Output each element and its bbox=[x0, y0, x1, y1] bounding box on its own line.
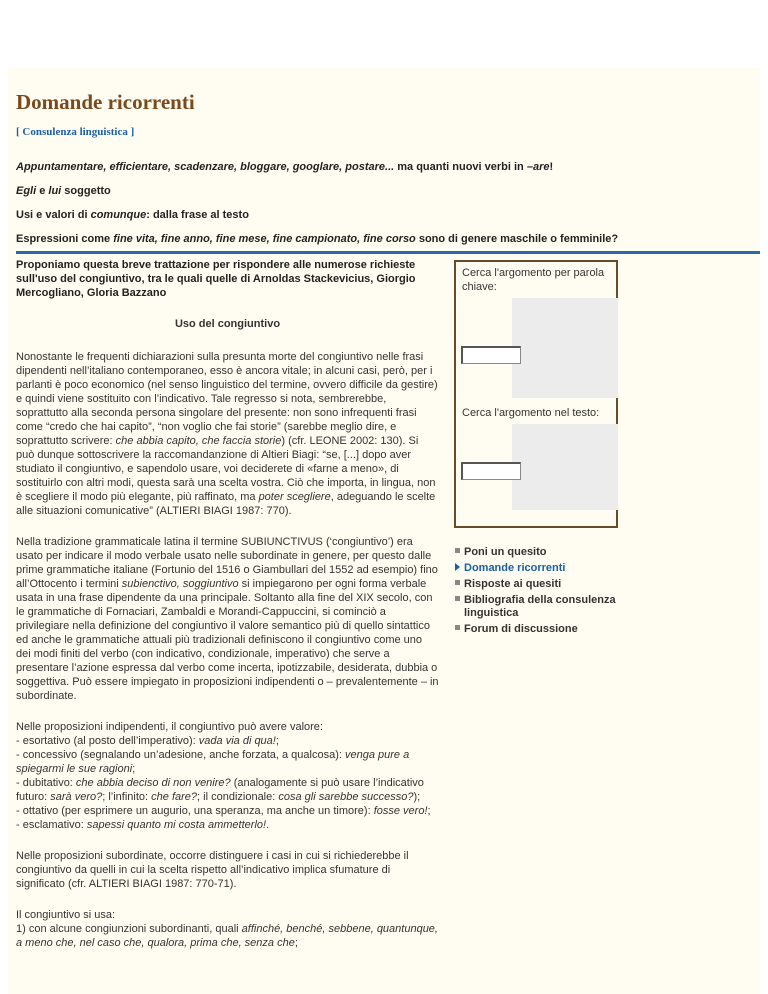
nav-link-risposte[interactable]: Risposte ai quesiti bbox=[455, 578, 655, 591]
breadcrumb-close: ] bbox=[127, 126, 135, 138]
article-paragraph: Il congiuntivo si usa: 1) con alcune congiunzioni subordinanti, quali affinché, benché, sebbene, quantunque, a meno che, nel caso che, qualora, prima che, senza che; bbox=[16, 909, 438, 949]
search-text-input[interactable] bbox=[461, 462, 521, 480]
related-questions-list bbox=[16, 160, 746, 256]
article-intro: Proponiamo questa breve trattazione per rispondere alle numerose richieste sull'uso del congiuntivo, tra le quali quelle di Arnoldas Stackevicius, Giorgio Mercogliano, Gloria Bazzano bbox=[16, 259, 416, 299]
section-nav bbox=[455, 546, 655, 639]
page-background bbox=[8, 68, 760, 994]
question-link[interactable]: Usi e valori di comunque: dalla frase al testo bbox=[16, 209, 249, 221]
nav-link-domande-ricorrenti[interactable]: Domande ricorrenti bbox=[455, 562, 655, 575]
arrow-right-icon bbox=[455, 563, 460, 571]
nav-link-poni-quesito[interactable]: Poni un quesito bbox=[455, 546, 655, 559]
article-paragraph: Nella tradizione grammaticale latina il termine SUBIUNCTIVUS (‘congiuntivo’) era usato per indicare il modo verbale usato nelle subordinate in genere, per questo dalle prime grammatiche italiane (Fortunio del 1516 o Giambullari del 1552 ad esempio) fino all’Ottocento i termini subienctivo, soggiuntivo si impiegarono per ogni forma verbale usata in una frase dipendente da una principale. Soltanto alla fine del XIX secolo, con le grammatiche di Fornaciari, Zambaldi e Morandi-Cappuccini, si cominciò a privilegiare nella definizione del congiuntivo il valore semantico più di quello sintattico ed anche le grammatiche attuali più tradizionali definiscono il congiuntivo come uno dei modi finiti del verbo (con indicativo, condizionale, imperativo) che serve a presentare l’azione espressa dal verbo come incerta, ipotizzabile, desiderata, dubbia o soggettiva. Può essere impiegato in proposizioni indipendenti o – prevalentemente – in subordinate. bbox=[16, 536, 439, 702]
question-link[interactable]: Espressioni come fine vita, fine anno, fine mese, fine campionato, fine corso sono di genere maschile o femminile? bbox=[16, 233, 619, 245]
nav-link-forum[interactable]: Forum di discussione bbox=[455, 623, 655, 636]
search-text-widget bbox=[512, 424, 618, 510]
article-paragraph: Nonostante le frequenti dichiarazioni sulla presunta morte del congiuntivo nelle frasi dipendenti nell’italiano contemporaneo, esso è ancora vitale; in alcuni casi, però, per i parlanti è poco economico (nel senso linguistico del termine, ovvero difficile da gestire) e quindi viene sostituito con l’indicativo. Tale regresso si nota, sembrerebbe, soprattutto alla seconda persona singolare del presente: non sono infrequenti frasi come “credo che hai capito”, “non voglio che fai storie” (sarebbe meglio dire, e soprattutto scrivere: che abbia capito, che faccia storie) (cfr. LEONE 2002: 130). Si può dunque sottoscrivere la raccomandanzione di Altieri Biagi: “se, [...] dopo aver studiato il congiuntivo, e sapendolo usare, voi deciderete di «farne a meno», di sostituirlo con altri modi, questa sarà una scelta vostra. Ciò che importa, in lingua, non è scegliere il modo più elegante, più raffinato, ma poter scegliere, adeguando le scelte alle situazioni comunicative” (ALTIERI BIAGI 1987: 770). bbox=[16, 351, 438, 517]
bullet-icon bbox=[455, 580, 460, 585]
search-keyword-widget bbox=[512, 298, 618, 398]
nav-link-bibliografia[interactable]: Bibliografia della consulenza linguistica bbox=[455, 594, 655, 620]
bullet-icon bbox=[455, 548, 460, 553]
breadcrumb-link-consulenza[interactable]: Consulenza linguistica bbox=[22, 126, 128, 138]
article-heading: Uso del congiuntivo bbox=[174, 318, 281, 330]
breadcrumb bbox=[16, 126, 134, 138]
breadcrumb-open: [ bbox=[16, 126, 23, 138]
bullet-icon bbox=[455, 596, 460, 601]
question-link[interactable]: Appuntamentare, efficientare, scadenzare, bloggare, googlare, postare... ma quanti nuovi verbi in –are! bbox=[16, 161, 554, 173]
search-keyword-input[interactable] bbox=[461, 346, 521, 364]
question-link[interactable]: Egli e lui soggetto bbox=[16, 185, 111, 197]
article-paragraph: Nelle proposizioni indipendenti, il congiuntivo può avere valore: - esortativo (al posto dell’imperativo): vada via di qua!; - concessivo (segnalando un’adesione, anche forzata, a qualcosa): venga pure a spiegarmi le sue ragioni; - dubitativo: che abbia deciso di non venire? (analogamente si può usare l’indicativo futuro: sarà vero?; l’infinito: che fare?; il condizionale: cosa gli sarebbe successo?); - ottativo (per esprimere un augurio, una speranza, ma anche un timore): fosse vero!; - esclamativo: sapessi quanto mi costa ammetterlo!. bbox=[16, 721, 431, 831]
article-body bbox=[16, 258, 439, 967]
search-keyword-label: Cerca l'argomento per parola chiave: bbox=[462, 267, 605, 293]
article-paragraph: Nelle proposizioni subordinate, occorre distinguere i casi in cui si richiederebbe il congiuntivo da quelli in cui la scelta rispetto all’indicativo implica sfumature di significato (cfr. ALTIERI BIAGI 1987: 770-71). bbox=[16, 850, 409, 890]
bullet-icon bbox=[455, 625, 460, 630]
page-title: Domande ricorrenti bbox=[16, 90, 195, 114]
search-box bbox=[454, 260, 618, 528]
section-divider bbox=[16, 251, 760, 254]
search-text-label: Cerca l'argomento nel testo: bbox=[462, 407, 600, 419]
